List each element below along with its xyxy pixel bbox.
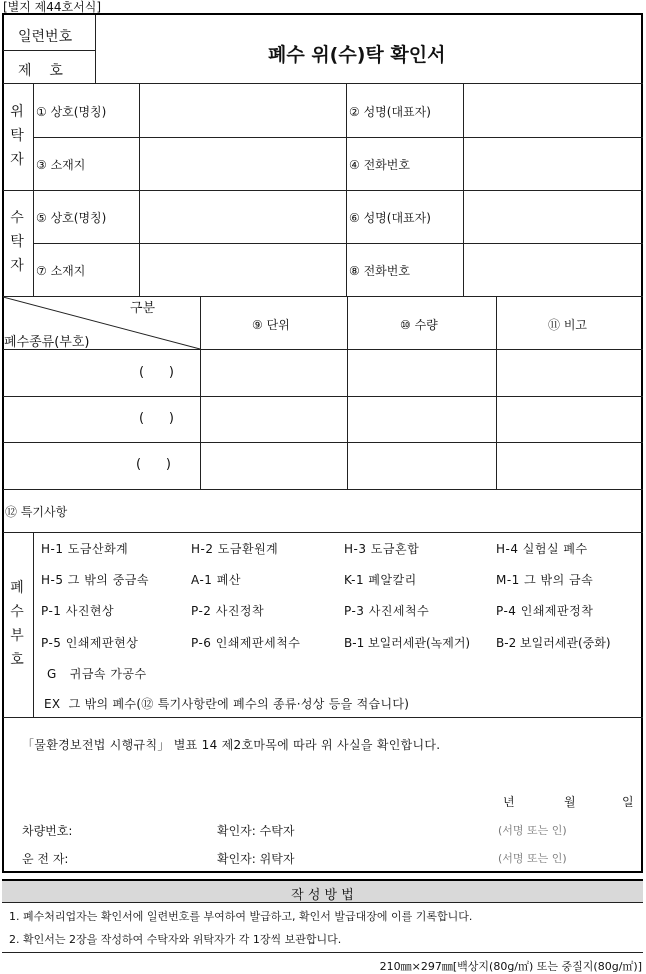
trustee-section-label: 수 탁 자 [10,210,24,274]
instructions-heading-bar [2,879,643,903]
confirmation-statement: 「물환경보전법 시행규칙」 별표 14 제2호마목에 따라 위 사실을 확인합니다. [22,738,441,752]
col-remarks-header: ⑪ 비고 [548,318,587,332]
waste-code-ex-line: EX 그 밖의 폐수(⑫ 특기사항란에 폐수의 종류·성상 등을 적습니다) [44,697,410,711]
consignor-address-label: ③ 소재지 [36,158,86,172]
date-year-label: 년 [503,795,515,809]
waste-code-item: P-1 사진현상 [41,604,115,618]
date-day-label: 일 [622,795,634,809]
trustee-phone-label: ⑧ 전화번호 [349,264,410,278]
signature-hint: (서명 또는 인) [498,824,567,837]
special-notes-label: ⑫ 특기사항 [5,505,68,519]
signature-hint: (서명 또는 인) [498,852,567,865]
waste-code-item: M-1 그 밖의 금속 [496,573,594,587]
trustee-address-label: ⑦ 소재지 [36,264,86,278]
corner-waste-type-label: 폐수종류(부호) [4,335,90,350]
waste-code-item: P-5 인쇄제판현상 [41,636,139,650]
waste-code-g-line: G 귀금속 가공수 [47,667,147,681]
instruction-item: 1. 폐수처리업자는 확인서에 일련번호를 부여하여 발급하고, 확인서 발급대장에 이를 기록합니다. [9,910,473,923]
waste-code-item: P-3 사진세척수 [344,604,430,618]
waste-code-item: K-1 폐알칼리 [344,573,417,587]
instruction-item: 2. 확인서는 2장을 작성하여 수탁자와 위탁자가 각 1장씩 보관합니다. [9,933,342,946]
trustee-name-label: ⑥ 성명(대표자) [349,211,431,225]
trustee-confirm-label: 확인자: 수탁자 [217,824,295,838]
consignor-name-label: ② 성명(대표자) [349,105,431,119]
waste-row-code: ( ) [139,411,174,426]
waste-code-item: H-5 그 밖의 중금속 [41,573,149,587]
consignor-section-label: 위 탁 자 [10,104,24,168]
waste-codes-section-label: 폐 수 부 호 [10,580,24,668]
col-unit-header: ⑨ 단위 [252,318,290,332]
waste-code-item: A-1 폐산 [191,573,241,587]
form-label: [별지 제44호서식] [3,0,101,14]
serial-number-label: 일련번호 [18,29,73,45]
date-month-label: 월 [564,795,576,809]
col-quantity-header: ⑩ 수량 [400,318,438,332]
consignor-phone-label: ④ 전화번호 [349,158,410,172]
consignor-confirm-label: 확인자: 위탁자 [217,852,295,866]
waste-code-item: P-6 인쇄제판세척수 [191,636,301,650]
document-title: 폐수 위(수)탁 확인서 [268,44,446,66]
consignor-company-label: ① 상호(명칭) [36,105,107,119]
waste-code-item: H-3 도금혼합 [344,542,420,556]
instructions-heading: 작 성 방 법 [291,888,354,903]
waste-row-code: ( ) [136,457,171,472]
driver-label: 운 전 자: [22,852,69,866]
waste-row-code: ( ) [139,365,174,380]
vehicle-number-label: 차량번호: [22,824,73,838]
corner-category-label: 구분 [130,301,156,316]
waste-code-item: P-2 사진정착 [191,604,265,618]
waste-code-item: B-1 보일러세관(녹제거) [344,636,471,650]
waste-code-item: H-4 실험실 폐수 [496,542,588,556]
waste-code-item: P-4 인쇄제판정착 [496,604,594,618]
paper-spec: 210㎜×297㎜[백상지(80g/㎡) 또는 중질지(80g/㎡)] [379,960,642,973]
trustee-company-label: ⑤ 상호(명칭) [36,211,107,225]
waste-code-item: B-2 보일러세관(중화) [496,636,611,650]
document-number-label: 제 호 [18,63,63,79]
waste-code-item: H-1 도금산화계 [41,542,129,556]
waste-code-item: H-2 도금환원계 [191,542,279,556]
